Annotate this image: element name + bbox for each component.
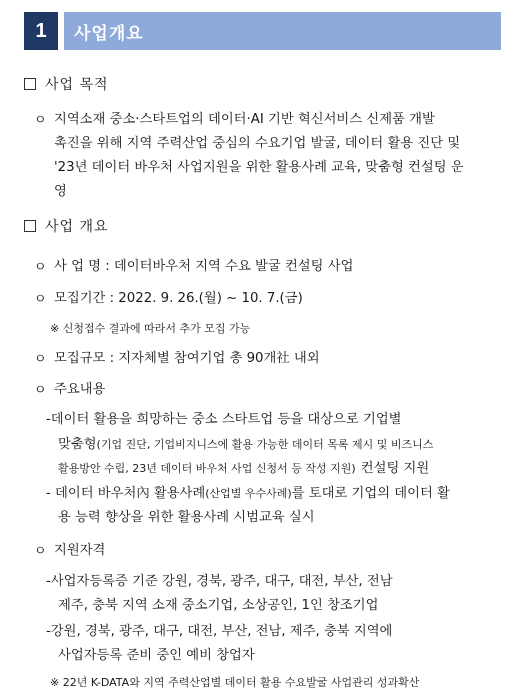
checkbox-square-icon: [24, 220, 36, 232]
bullet-circle-icon: ㅇ: [34, 383, 47, 398]
qualification-1-line1: -사업자등록증 기준 강원, 경북, 광주, 대구, 대전, 부산, 전남: [46, 574, 393, 589]
content-item-1-line1: -데이터 활용을 희망하는 중소 스타트업 등을 대상으로 기업별: [46, 412, 402, 427]
recruit-period: 모집기간 : 2022. 9. 26.(월) ~ 10. 7.(금): [54, 291, 303, 306]
project-name: 사 업 명 : 데이터바우처 지역 수요 발굴 컨설팅 사업: [54, 259, 354, 274]
bullet-circle-icon: ㅇ: [34, 544, 47, 559]
bullet-circle-icon: ㅇ: [34, 352, 47, 367]
section-header: [24, 12, 501, 50]
content-item-1-line3: 활용방안 수립, 23년 데이터 바우처 사업 신청서 등 작성 지원) 컨설팅 지원: [58, 461, 430, 476]
subsection-overview: 사업 개요: [24, 216, 109, 236]
checkbox-square-icon: [24, 78, 36, 90]
content-item-1-line2: 맞춤형(기업 진단, 기업비지니스에 활용 가능한 데이터 목록 제시 및 비즈니스: [58, 437, 434, 452]
section-number: 1: [24, 12, 58, 50]
qualification-2-line1: -강원, 경북, 광주, 대구, 대전, 부산, 전남, 제주, 충북 지역에: [46, 624, 393, 639]
recruit-scale: 모집규모 : 지자체별 참여기업 총 90개社 내외: [54, 351, 320, 366]
content-item-2-line2: 용 능력 향상을 위한 활용사례 시범교육 실시: [58, 510, 315, 525]
bullet-circle-icon: ㅇ: [34, 260, 47, 275]
content-title: 주요내용: [54, 382, 106, 397]
qualification-1-line2: 제주, 충북 지역 소재 중소기업, 소상공인, 1인 창조기업: [58, 598, 379, 613]
bullet-circle-icon: ㅇ: [34, 292, 47, 307]
qualification-title: 지원자격: [54, 543, 106, 558]
bullet-circle-icon: ㅇ: [34, 113, 47, 128]
footnote: ※ 22년 K-DATA와 지역 주력산업별 데이터 활용 수요발굴 사업관리 성과확산: [50, 676, 420, 689]
section-title: 사업개요: [64, 12, 501, 50]
content-item-2-line1: - 데이터 바우처內 활용사례(산업별 우수사례)를 토대로 기업의 데이터 활: [46, 486, 450, 501]
purpose-paragraph: 지역소재 중소·스타트업의 데이터·AI 기반 혁신서비스 신제품 개발 촉진을 위해 지역 주력산업 중심의 수요기업 발굴, 데이터 활용 진단 및 '23년 데이터 바우처 사업지원을 위한 활용사례 교육, 맞춤형 컨설팅 운 영: [54, 112, 464, 199]
subsection-purpose: 사업 목적: [24, 74, 109, 94]
period-note: ※ 신청접수 결과에 따라서 추가 모집 가능: [50, 322, 251, 335]
qualification-2-line2: 사업자등록 준비 중인 예비 창업자: [58, 648, 255, 663]
